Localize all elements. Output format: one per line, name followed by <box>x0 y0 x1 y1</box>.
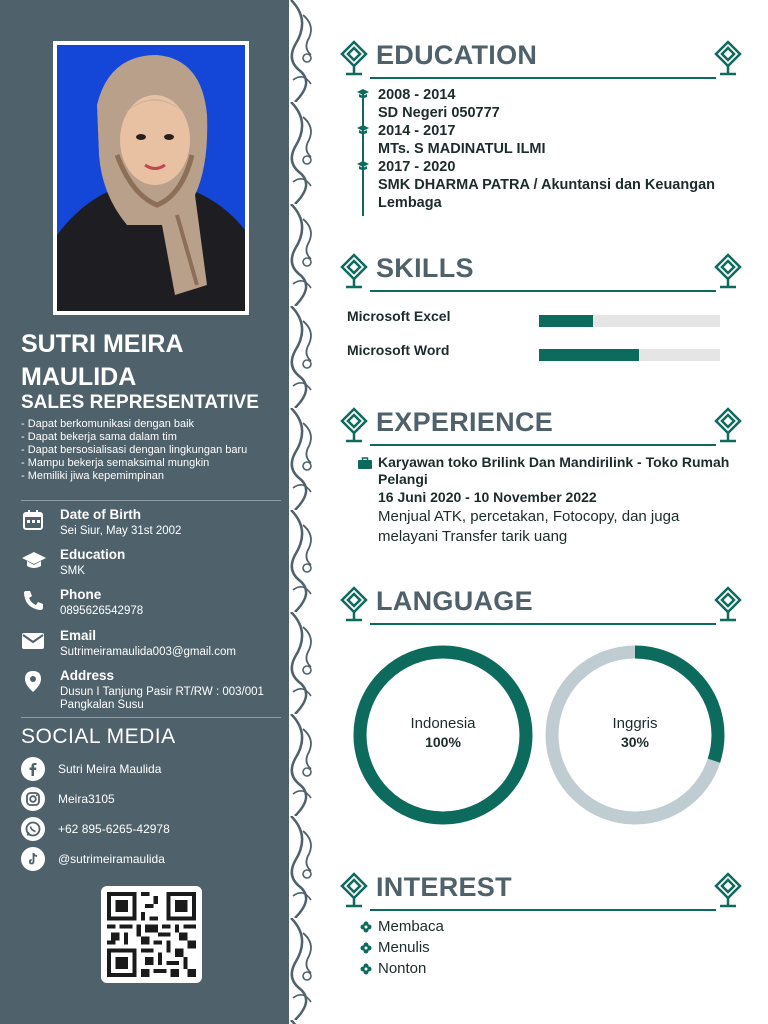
interest-text: Menulis <box>378 939 430 956</box>
experience-item <box>358 454 738 547</box>
ornament-icon <box>714 872 742 910</box>
skill-bar-track <box>539 315 720 327</box>
summary-item: - Dapat berkomunikasi dengan baik <box>21 418 195 430</box>
ornament-icon <box>340 40 368 78</box>
summary-item: - Memiliki jiwa kepemimpinan <box>21 470 165 482</box>
person-name: SUTRI MEIRA MAULIDA <box>21 330 183 391</box>
profile-photo-frame <box>53 41 249 315</box>
social-media-title: SOCIAL MEDIA <box>21 725 176 748</box>
info-label: Address <box>60 668 115 683</box>
skill-item <box>347 342 727 362</box>
section-header-skills <box>340 253 742 293</box>
ornament-icon <box>340 872 368 910</box>
flower-icon <box>360 942 372 954</box>
skill-bar-fill <box>539 349 639 361</box>
phone-icon <box>21 589 47 611</box>
job-title: SALES REPRESENTATIVE <box>21 392 259 413</box>
ornament-icon <box>340 253 368 291</box>
info-label: Phone <box>60 587 102 602</box>
summary-item: - Mampu bekerja semaksimal mungkin <box>21 457 210 469</box>
education-school: MTs. S MADINATUL ILMI <box>378 141 546 157</box>
education-item <box>362 86 742 122</box>
section-title: EDUCATION <box>376 40 538 70</box>
briefcase-icon <box>358 457 372 469</box>
education-item <box>362 122 742 158</box>
skill-name: Microsoft Word <box>347 342 450 358</box>
language-percent: 30% <box>620 734 650 750</box>
graduation-cap-icon <box>357 161 369 171</box>
skill-item <box>347 308 727 328</box>
section-header-interest <box>340 872 742 912</box>
section-underline <box>370 444 716 446</box>
interest-text: Nonton <box>378 960 427 977</box>
info-value: SMK <box>60 565 85 577</box>
section-underline <box>370 623 716 625</box>
calendar-icon <box>21 509 47 531</box>
ornament-icon <box>714 40 742 78</box>
social-item-instagram[interactable] <box>21 787 261 811</box>
info-date-of-birth <box>21 507 285 543</box>
facebook-icon <box>21 757 45 781</box>
whatsapp-icon <box>21 817 45 841</box>
qr-code[interactable] <box>101 886 202 983</box>
flower-icon <box>360 921 372 933</box>
education-school: SD Negeri 050777 <box>378 105 500 121</box>
education-school: SMK DHARMA PATRA / Akuntansi dan Keuangan Lembaga <box>378 177 715 211</box>
interest-item <box>360 918 560 938</box>
skill-bar-track <box>539 349 720 361</box>
skill-name: Microsoft Excel <box>347 308 451 324</box>
social-item-tiktok[interactable] <box>21 847 261 871</box>
graduation-cap-icon <box>357 89 369 99</box>
summary-item: - Dapat bersosialisasi dengan lingkungan baru <box>21 444 248 456</box>
section-title: SKILLS <box>376 253 474 283</box>
ornament-icon <box>340 586 368 624</box>
info-value: 0895626542978 <box>60 605 144 617</box>
social-text: Sutri Meira Maulida <box>58 762 162 776</box>
education-item <box>362 158 742 212</box>
interest-item <box>360 960 560 980</box>
graduation-cap-icon <box>357 125 369 135</box>
sidebar <box>0 0 289 1024</box>
language-name: Indonesia <box>410 715 476 732</box>
summary-item: - Dapat bekerja sama dalam tim <box>21 431 177 443</box>
tiktok-icon <box>21 847 45 871</box>
info-value: Sei Siur, May 31st 2002 <box>60 525 182 537</box>
info-phone <box>21 587 285 623</box>
section-header-language <box>340 586 742 626</box>
language-donut-inggris <box>542 642 728 828</box>
social-item-whatsapp[interactable] <box>21 817 261 841</box>
info-label: Education <box>60 547 126 562</box>
job-title: Karyawan toko Brilink Dan Mandirilink - Toko Rumah Pelangi <box>378 454 730 487</box>
divider <box>21 717 281 718</box>
section-underline <box>370 909 716 911</box>
info-education <box>21 547 285 583</box>
social-text: @sutrimeiramaulida <box>58 852 165 866</box>
education-years: 2008 - 2014 <box>378 87 456 103</box>
info-value: Dusun I Tanjung Pasir RT/RW : 003/001 Pangkalan Susu <box>60 686 264 711</box>
profile-photo <box>57 45 245 311</box>
ornament-icon <box>714 407 742 445</box>
education-years: 2017 - 2020 <box>378 159 456 175</box>
social-item-facebook[interactable] <box>21 757 261 781</box>
flower-icon <box>360 963 372 975</box>
section-header-experience <box>340 407 742 447</box>
education-years: 2014 - 2017 <box>378 123 456 139</box>
divider <box>21 500 281 501</box>
decorative-ornament-strip <box>289 0 319 1024</box>
language-name: Inggris <box>612 715 658 732</box>
skill-bar-fill <box>539 315 593 327</box>
info-address <box>21 668 285 714</box>
language-donut-indonesia <box>350 642 536 828</box>
ornament-icon <box>714 253 742 291</box>
interest-item <box>360 939 560 959</box>
job-dates: 16 Juni 2020 - 10 November 2022 <box>378 489 597 505</box>
ornament-icon <box>714 586 742 624</box>
graduation-cap-icon <box>21 549 47 571</box>
social-text: Meira3105 <box>58 792 115 806</box>
info-label: Date of Birth <box>60 507 141 522</box>
location-pin-icon <box>21 670 47 692</box>
section-underline <box>370 290 716 292</box>
info-label: Email <box>60 628 97 643</box>
mail-icon <box>21 630 47 652</box>
section-title: INTEREST <box>376 872 512 902</box>
social-text: +62 895-6265-42978 <box>58 822 170 836</box>
info-value: Sutrimeiramaulida003@gmail.com <box>60 646 236 658</box>
job-description: Menjual ATK, percetakan, Fotocopy, dan juga melayani Transfer tarik uang <box>378 508 680 545</box>
section-title: EXPERIENCE <box>376 407 554 437</box>
ornament-icon <box>340 407 368 445</box>
section-underline <box>370 77 716 79</box>
section-title: LANGUAGE <box>376 586 533 616</box>
info-email <box>21 628 285 664</box>
summary-list <box>21 418 285 483</box>
education-timeline <box>362 86 742 212</box>
instagram-icon <box>21 787 45 811</box>
section-header-education <box>340 40 742 80</box>
interest-text: Membaca <box>378 918 444 935</box>
language-percent: 100% <box>425 734 461 750</box>
